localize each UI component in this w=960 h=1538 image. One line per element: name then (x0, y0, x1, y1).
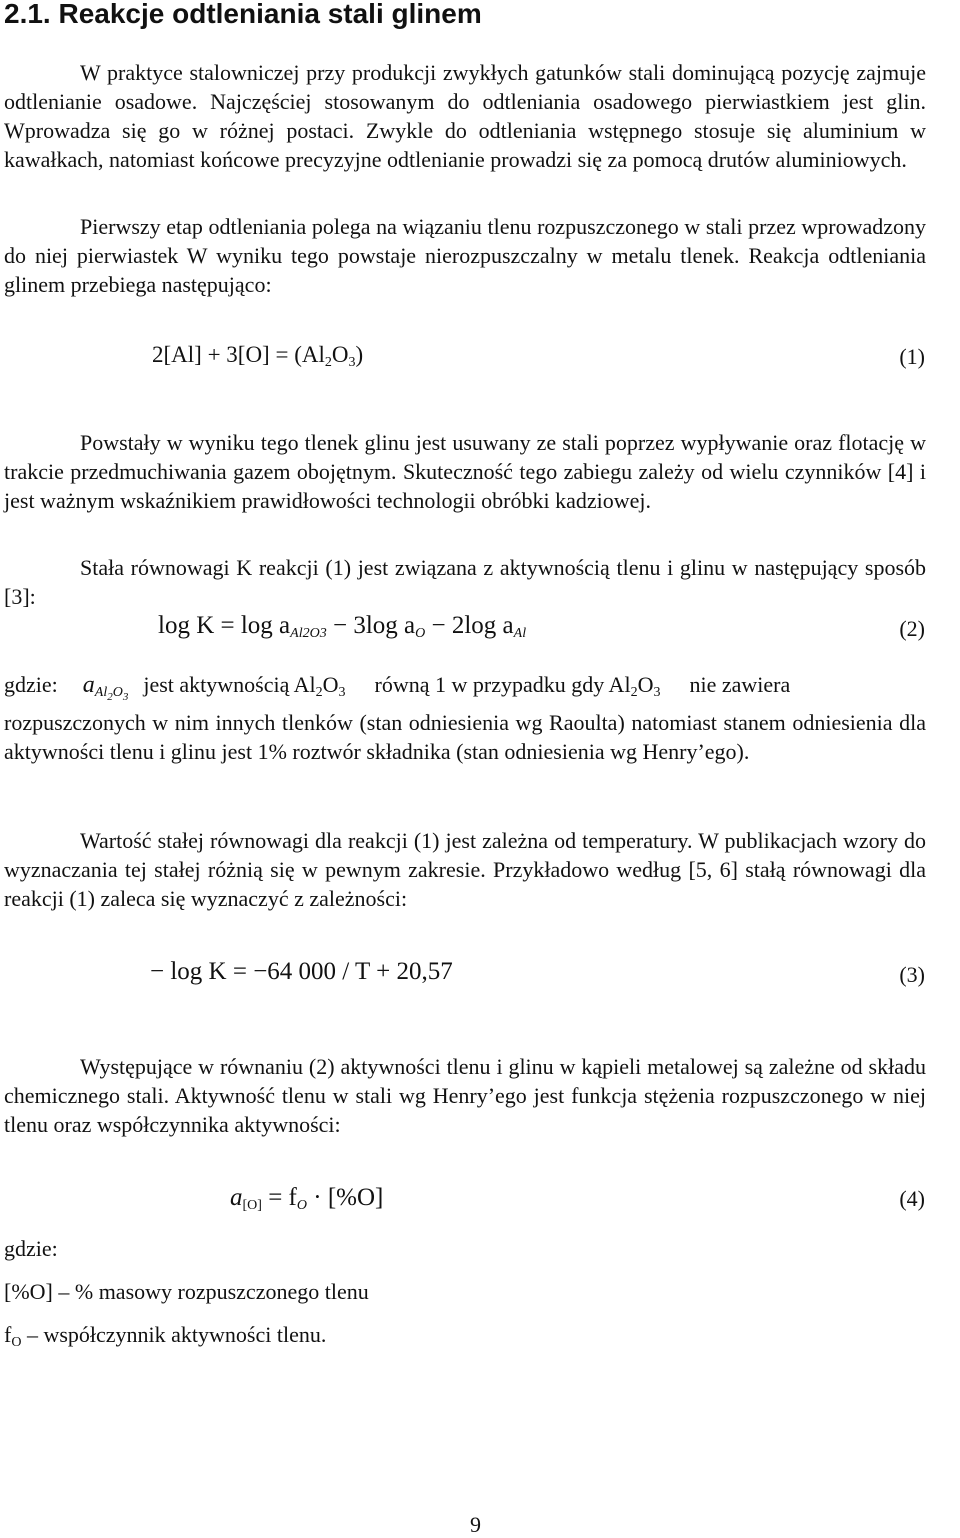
equation-4-c: · [%O] (307, 1184, 384, 1211)
al2o3-sub-2: 2 (315, 685, 323, 700)
equation-3 (150, 958, 453, 986)
gdzie-text-b: jest aktywnością Al (143, 672, 316, 697)
gdzie-text-c: równą 1 w przypadku gdy Al (374, 672, 631, 697)
definition-f-text: – współczynnik aktywności tlenu. (21, 1322, 327, 1347)
equation-2-part-a: log K = log a (158, 612, 291, 639)
equation-1-sub1: 2 (324, 355, 332, 370)
paragraph-2: Pierwszy etap odtleniania polega na wiązaniu tlenu rozpuszczonego w stali przez wprowadzony do niej pierwiastek W wyniku tego powstaje nierozpuszczalny w metalu tlenek. Reakcja odtleniania glinem przebiega następująco: (4, 214, 926, 297)
equation-1 (152, 342, 363, 368)
paragraph-1 (4, 58, 926, 174)
definition-f-subscript: O (11, 1335, 22, 1350)
paragraph-7: Występujące w równaniu (2) aktywności tlenu i glinu w kąpieli metalowej są zależne od składu chemicznego stali. Aktywność tlenu w stali wg Henry’ego jest funkcja stężenia rozpuszczonego w niej tlenu oraz współczynnika aktywności: (4, 1054, 926, 1137)
gdzie-label-1: gdzie: (4, 672, 58, 697)
al2o3-sub-3b: 3 (653, 685, 661, 700)
definition-oxygen-percent: [%O] – % masowy rozpuszczonego tlenu (4, 1279, 369, 1304)
equation-2 (158, 612, 526, 640)
equation-4-sub1: [O] (242, 1198, 262, 1213)
page-number: 9 (470, 1512, 481, 1537)
al2o3-sub-2b: 2 (630, 685, 638, 700)
gdzie-line-1: gdzie: $a_{Al_2O_3}$ jest aktywnością $Al_2O_3$ równą 1 w przypadku gdy $Al_2O_3$ nie zawiera (4, 672, 791, 703)
equation-4-b: = f (261, 1184, 297, 1211)
al2o3-sub-3: 3 (338, 685, 346, 700)
equation-4-sub2: O (296, 1198, 307, 1213)
gdzie-text-d: nie zawiera (689, 672, 791, 697)
section-heading: 2.1. Reakcje odtleniania stali glinem (4, 0, 482, 29)
definition-activity-coefficient (4, 1320, 326, 1349)
activity-subscript: Al2O3 (94, 685, 129, 703)
equation-3-text: − log K = −64 000 / T + 20,57 (150, 958, 453, 985)
equation-1-sub2: 3 (348, 355, 356, 370)
paragraph-6: Wartość stałej równowagi dla reakcji (1) jest zależna od temperatury. W publikacjach wzory do wyznaczania tej stałej różnią się w pewnym zakresie. Przykładowo według [5, 6] stałą równowagi dla reakcji (1) zaleca się wyznaczyć z zależności: (4, 828, 926, 911)
definition-f-symbol: f (4, 1322, 12, 1347)
equation-4-a: a (230, 1184, 243, 1211)
equation-1-mid: O (331, 342, 349, 367)
equation-4 (230, 1184, 383, 1212)
activity-symbol: a (82, 672, 95, 698)
equation-2-part-b: − 3log a (326, 612, 416, 639)
paragraph-3: Powstały w wyniku tego tlenek glinu jest usuwany ze stali poprzez wypływanie oraz flotację w trakcie przedmuchiwania gazem obojętnym. Skuteczność tego zabiegu zależy od wielu czynników [4] i jest ważnym wskaźnikiem prawidłowości technologii obróbki kadziowej. (4, 430, 926, 513)
equation-1-lhs: 2[Al] + 3[O] = (Al (152, 342, 325, 367)
equation-1-number: (1) (899, 344, 925, 369)
gdzie-label-2: gdzie: (4, 1236, 58, 1261)
equation-4-number: (4) (899, 1186, 925, 1211)
equation-2-sub3: Al (513, 626, 527, 641)
equation-2-part-c: − 2log a (425, 612, 514, 639)
equation-2-sub2: O (415, 626, 426, 641)
equation-1-end: ) (355, 342, 364, 367)
paragraph-5-continuation: rozpuszczonych w nim innych tlenków (stan odniesienia wg Raoulta) natomiast stanem odniesienia dla aktywności tlenu i glinu jest 1% roztwór składnika (stan odniesienia wg Henry’ego). (4, 710, 926, 764)
paragraph-1-text: W praktyce stalowniczej przy produkcji zwykłych gatunków stali dominującą pozycję zajmuje odtlenianie osadowe. Najczęściej stosowanym do odtleniania osadowego pierwiastkiem jest glin. Wprowadza się go w różnej postaci. Zwykle do odtleniania wstępnego stosuje się aluminium w kawałkach, natomiast końcowe precyzyjne odtlenianie prowadzi się za pomocą drutów aluminiowych. (4, 60, 926, 172)
equation-2-number: (2) (899, 616, 925, 641)
equation-2-sub1: Al2O3 (290, 626, 327, 641)
equation-3-number: (3) (899, 962, 925, 987)
paragraph-4: Stała równowagi K reakcji (1) jest związana z aktywnością tlenu i glinu w następujący sposób [3]: (4, 555, 926, 609)
